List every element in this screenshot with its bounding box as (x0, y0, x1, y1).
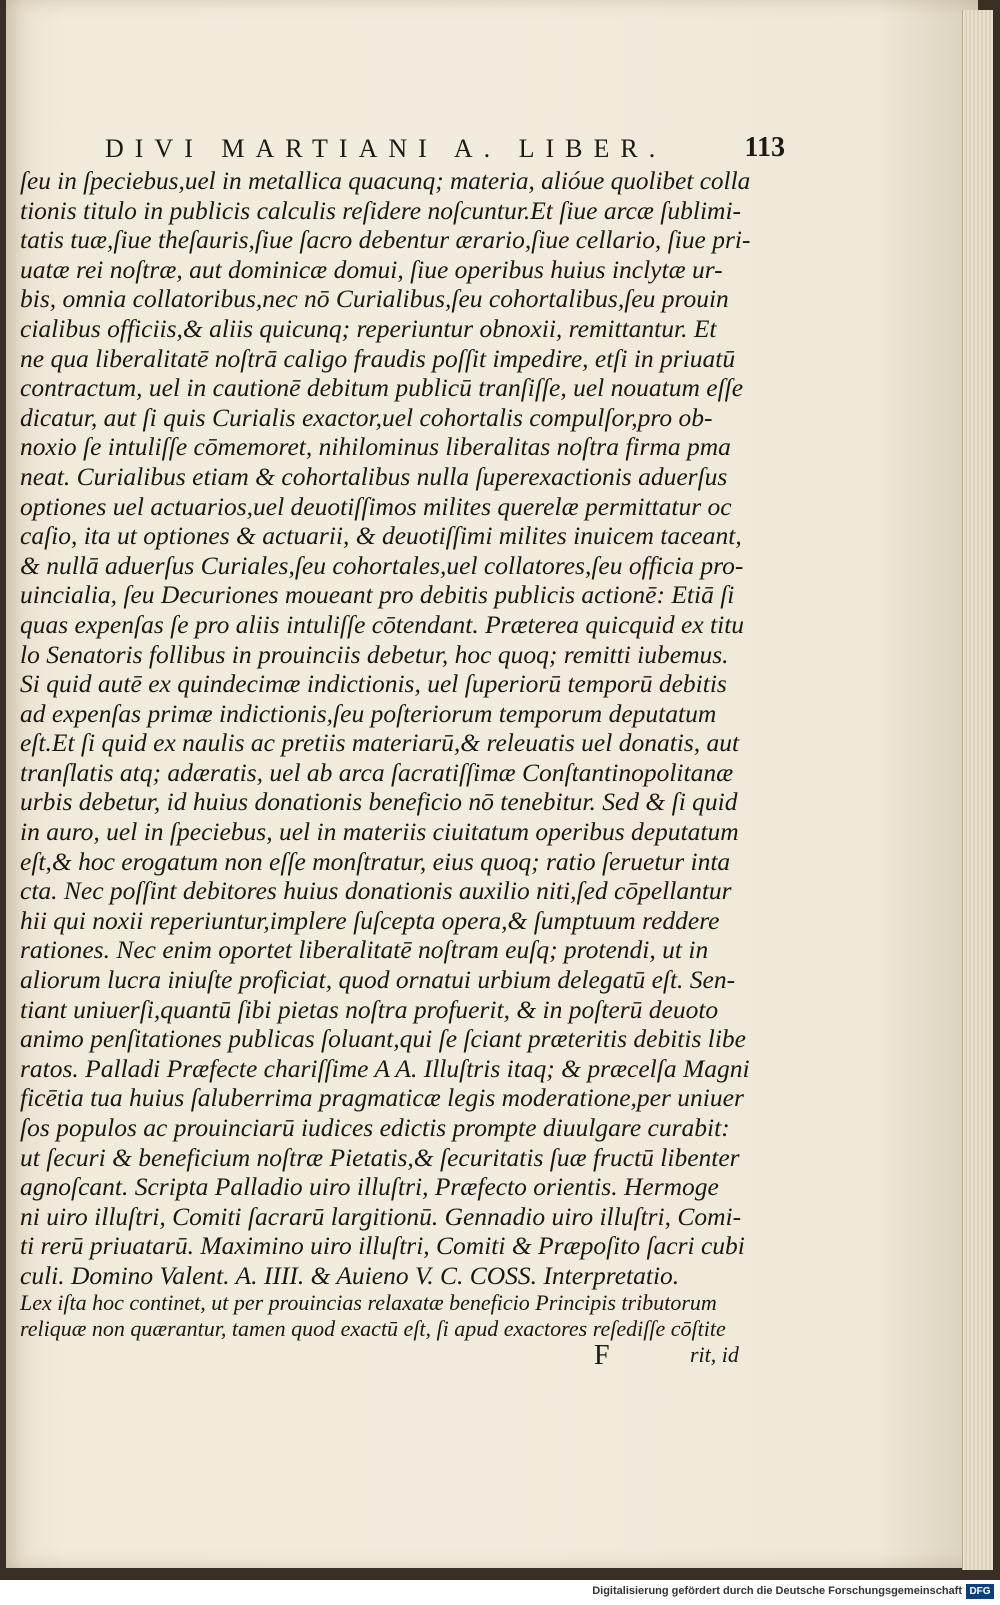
text-line: ad expenſas primæ indictionis,ſeu poſteriorum temporum deputatum (20, 698, 717, 728)
text-line: dicatur, aut ſi quis Curialis exactor,uel cohortalis compulſor,pro ob- (20, 402, 713, 432)
dfg-logo: DFG (966, 1584, 994, 1599)
interpretatio-text (20, 1290, 750, 1342)
text-line: neat. Curialibus etiam & cohortalibus nulla ſuperexactionis aduerſus (20, 461, 728, 491)
text-line: bis, omnia collatoribus,nec nō Curialibus,ſeu cohortalibus,ſeu prouin (20, 284, 729, 314)
text-line: contractum, uel in cautionē debitum publicū tranſiſſe, uel nouatum eſſe (20, 373, 744, 403)
text-line: tiant uniuerſi,quantū ſibi pietas noſtra profuerit, & in poſterū deuoto (20, 994, 719, 1024)
body-text (20, 166, 750, 1291)
text-line: eſt.Et ſi quid ex naulis ac pretiis materiarū,& releuatis uel donatis, aut (20, 728, 740, 758)
text-line: urbis debetur, id huius donationis beneficio nō tenebitur. Sed & ſi quid (20, 787, 738, 817)
text-line: lo Senatoris follibus in prouinciis debetur, hoc quoq; remitti iubemus. (20, 639, 729, 669)
text-line: cialibus officiis,& aliis quicunq; reperiuntur obnoxii, remittantur. Et (20, 313, 717, 343)
text-line: Si quid autē ex quindecimæ indictionis, uel ſuperiorū temporū debitis (20, 669, 727, 699)
page-edge (962, 10, 993, 1570)
text-line: in auro, uel in ſpeciebus, uel in materiis ciuitatum operibus deputatum (20, 817, 739, 847)
text-line: agnoſcant. Scripta Palladio uiro illuſtri, Præfecto orientis. Hermoge (20, 1172, 719, 1202)
text-line: tranſlatis atq; adæratis, uel ab arca ſacratiſſimæ Conſtantinopolitanæ (20, 757, 734, 787)
text-line: noxio ſe intuliſſe cōmemoret, nihilominus liberalitas noſtra firma pma (20, 432, 731, 462)
footer-bar (0, 1580, 1000, 1605)
signature-mark: F (594, 1340, 610, 1371)
digitization-credit: Digitalisierung gefördert durch die Deutsche Forschungsgemeinschaft (592, 1585, 962, 1597)
text-line: eſt,& hoc erogatum non eſſe monſtratur, eius quoq; ratio ſeruetur inta (20, 846, 731, 876)
text-line: hii qui noxii reperiuntur,implere ſuſcepta opera,& ſumptuum reddere (20, 905, 720, 935)
text-line: ne qua liberalitatē noſtrā caligo fraudis poſſit impedire, etſi in priuatū (20, 343, 736, 373)
text-line: ni uiro illuſtri, Comiti ſacrarū largitionū. Gennadio uiro illuſtri, Comi- (20, 1201, 742, 1231)
text-line: ſos populos ac prouinciarū iudices edictis prompte diuulgare curabit: (20, 1113, 730, 1142)
text-line: optiones uel actuarios,uel deuotiſſimos milites querelæ permittatur oc (20, 491, 732, 521)
text-line: ratos. Palladi Præfecte chariſſime A A. Illuſtris itaq; & præcelſa Magni (20, 1053, 750, 1083)
text-line: rationes. Nec enim oportet liberalitatē noſtram euſq; protendi, ut in (20, 935, 709, 965)
text-line: ut ſecuri & beneficium noſtræ Pietatis,& ſecuritatis ſuæ fructū libenter (20, 1142, 740, 1172)
text-line: ti rerū priuatarū. Maximino uiro illuſtri, Comiti & Præpoſito ſacri cubi (20, 1231, 745, 1261)
folio-number: 113 (744, 132, 785, 163)
text-line: uatæ rei noſtræ, aut dominicæ domui, ſiue operibus huius inclytæ ur- (20, 254, 723, 284)
text-line: aliorum lucra iniuſte proficiat, quod ornatui urbium delegatū eſt. Sen- (20, 965, 736, 995)
text-line: caſio, ita ut optiones & actuarii, & deuotiſſimi milites inuicem taceant, (20, 521, 742, 551)
text-line: cta. Nec poſſint debitores huius donationis auxilio niti,ſed cōpellantur (20, 876, 732, 906)
text-line: quas expenſas ſe pro aliis intuliſſe cōtendant. Præterea quicquid ex titu (20, 609, 745, 639)
text-line: animo penſitationes publicas ſoluant,qui ſe ſciant præteritis debitis libe (20, 1024, 747, 1054)
catchword: rit, id (690, 1342, 739, 1367)
page-header (105, 134, 785, 168)
text-line: reliquæ non quærantur, tamen quod exactū eſt, ſi apud exactores reſediſſe cōſtite (20, 1316, 726, 1341)
text-line: ſeu in ſpeciebus,uel in metallica quacunq; materia, alióue quolibet colla (20, 166, 751, 195)
text-line: Lex iſta hoc continet, ut per prouincias relaxatæ beneficio Principis tributorum (20, 1290, 717, 1315)
text-line: tionis titulo in publicis calculis reſidere noſcuntur.Et ſiue arcæ ſublimi- (20, 195, 742, 225)
text-line: ficētia tua huius ſaluberrima pragmaticæ legis moderatione,per uniuer (20, 1083, 744, 1113)
running-title: DIVI MARTIANI A. LIBER. (105, 134, 667, 163)
text-line: tatis tuæ,ſiue theſauris,ſiue ſacro debentur ærario,ſiue cellario, ſiue pri- (20, 225, 751, 255)
text-line: uincialia, ſeu Decuriones moueant pro debitis publicis actionē: Etiā ſi (20, 580, 735, 610)
text-line: & nullā aduerſus Curiales,ſeu cohortales,uel collatores,ſeu officia pro- (20, 550, 744, 580)
text-line: culi. Domino Valent. A. IIII. & Auieno V. C. COSS. Interpretatio. (20, 1260, 680, 1290)
